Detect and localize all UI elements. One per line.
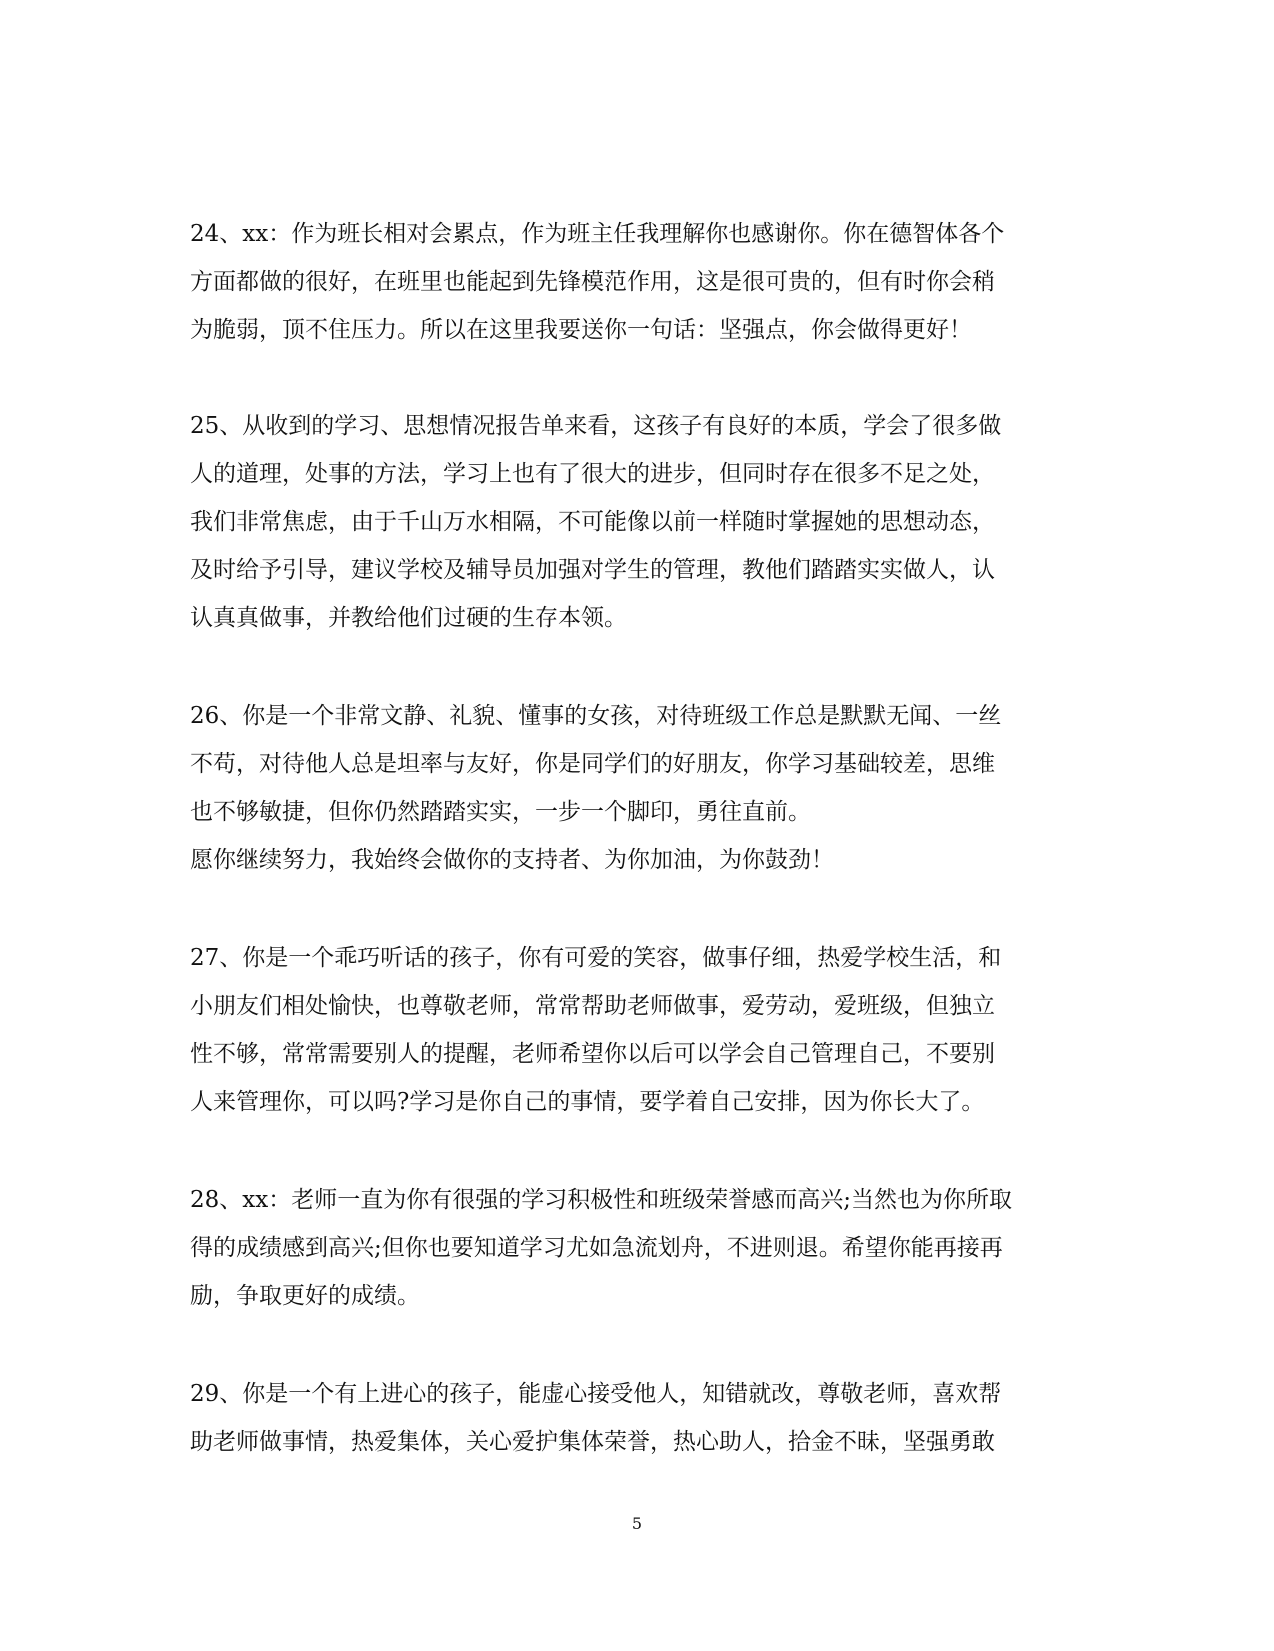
paragraph-line: 也不够敏捷，但你仍然踏踏实实，一步一个脚印，勇往直前。 [190,799,811,825]
paragraph-26 [190,692,1085,884]
paragraph-28 [190,1176,1085,1320]
paragraph-24 [190,210,1085,354]
paragraph-line: 助老师做事情，热爱集体，关心爱护集体荣誉，热心助人，拾金不昧，坚强勇敢 [190,1429,995,1455]
paragraph-line: 认真真做事，并教给他们过硬的生存本领。 [190,605,627,631]
paragraph-25 [190,402,1085,642]
paragraph-line: 24、xx：作为班长相对会累点，作为班主任我理解你也感谢你。你在德智体各个 [190,221,1005,247]
paragraph-line: 得的成绩感到高兴;但你也要知道学习尤如急流划舟，不进则退。希望你能再接再 [190,1235,1003,1261]
paragraph-27 [190,934,1085,1126]
paragraph-29 [190,1370,1085,1466]
paragraph-line: 25、从收到的学习、思想情况报告单来看，这孩子有良好的本质，学会了很多做 [190,413,1002,439]
paragraph-line: 人的道理，处事的方法，学习上也有了很大的进步，但同时存在很多不足之处， [190,461,995,487]
paragraph-line: 27、你是一个乖巧听话的孩子，你有可爱的笑容，做事仔细，热爱学校生活，和 [190,945,1002,971]
page-number: 5 [631,1514,643,1533]
document-body [190,210,1085,1466]
paragraph-line: 励，争取更好的成绩。 [190,1283,420,1309]
paragraph-line: 28、xx：老师一直为你有很强的学习积极性和班级荣誉感而高兴;当然也为你所取 [190,1187,1012,1213]
paragraph-line: 及时给予引导，建议学校及辅导员加强对学生的管理，教他们踏踏实实做人，认 [190,557,995,583]
paragraph-line: 我们非常焦虑，由于千山万水相隔，不可能像以前一样随时掌握她的思想动态， [190,509,995,535]
paragraph-line: 为脆弱，顶不住压力。所以在这里我要送你一句话：坚强点，你会做得更好！ [190,317,972,343]
paragraph-line: 人来管理你，可以吗?学习是你自己的事情，要学着自己安排，因为你长大了。 [190,1089,985,1115]
paragraph-line: 愿你继续努力，我始终会做你的支持者、为你加油，为你鼓劲！ [190,847,834,873]
paragraph-line: 26、你是一个非常文静、礼貌、懂事的女孩，对待班级工作总是默默无闻、一丝 [190,703,1002,729]
paragraph-line: 性不够，常常需要别人的提醒，老师希望你以后可以学会自己管理自己，不要别 [190,1041,995,1067]
paragraph-line: 方面都做的很好，在班里也能起到先锋模范作用，这是很可贵的，但有时你会稍 [190,269,995,295]
paragraph-line: 29、你是一个有上进心的孩子，能虚心接受他人，知错就改，尊敬老师，喜欢帮 [190,1381,1002,1407]
paragraph-line: 小朋友们相处愉快，也尊敬老师，常常帮助老师做事，爱劳动，爱班级，但独立 [190,993,995,1019]
paragraph-line: 不苟，对待他人总是坦率与友好，你是同学们的好朋友，你学习基础较差，思维 [190,751,995,777]
